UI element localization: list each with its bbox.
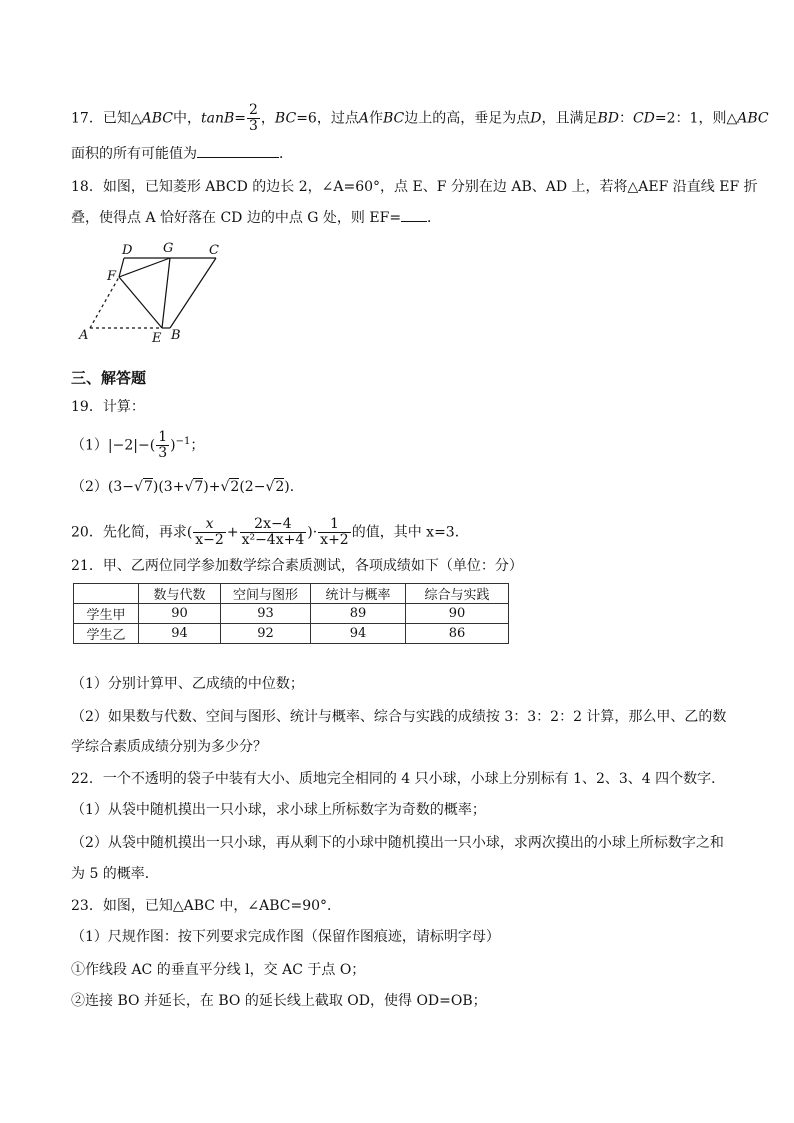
- table-row: [74, 604, 509, 624]
- numerator: 2: [249, 102, 258, 118]
- label-d: D: [122, 243, 133, 258]
- table-row: [74, 624, 509, 644]
- numerator: 1: [318, 517, 351, 533]
- q18-line1: 18．如图，已知菱形 ABCD 的边长 2，∠A=60°，点 E、F 分别在边 AB、AD 上，若将△AEF 沿直线 EF 折: [71, 179, 758, 195]
- q21-sub2-line2: 学综合素质成绩分别为多少分？: [71, 739, 267, 755]
- fraction: [193, 517, 226, 548]
- text: =6，过点: [296, 110, 359, 127]
- table-header-cell: 统计与概率: [311, 584, 406, 604]
- text: )．: [284, 479, 304, 495]
- text: ；: [190, 437, 205, 454]
- radicand: 7: [194, 479, 204, 495]
- rhombus-figure: [76, 238, 226, 348]
- q22-sub1: （1）从袋中随机摸出一只小球，求小球上所标数字为奇数的概率；: [71, 802, 486, 818]
- fraction: [240, 517, 307, 548]
- fraction: [156, 430, 169, 461]
- q17-line1: [71, 103, 769, 134]
- table-cell: 93: [221, 604, 311, 624]
- text: A: [358, 110, 369, 127]
- text: ：: [618, 110, 633, 127]
- denominator: x−2: [195, 532, 224, 548]
- numerator: x: [193, 517, 226, 533]
- text: ．: [279, 146, 293, 162]
- label-b: B: [171, 328, 181, 343]
- segment-fd: [119, 258, 124, 277]
- text: =: [234, 110, 246, 127]
- exponent: −1: [175, 435, 191, 447]
- text: )(3+: [152, 479, 185, 495]
- q22-sub2-line1: （2）从袋中随机摸出一只小球，再从剩下的小球中随机摸出一只小球，求两次摸出的小球上所标数字之和: [71, 835, 724, 851]
- section-title: 三、解答题: [71, 369, 147, 387]
- text: ): [170, 437, 176, 454]
- text: (3−: [107, 479, 135, 495]
- text: 已知△: [102, 110, 142, 127]
- q19-part1: [71, 430, 204, 461]
- q23-step1: ①作线段 AC 的垂直平分线 l，交 AC 于点 O；: [71, 962, 366, 978]
- text: ．: [427, 210, 442, 226]
- label-g: G: [163, 241, 174, 256]
- text: （2）: [71, 479, 108, 495]
- text: 20．先化简，再求(: [71, 524, 193, 541]
- scores-table: [73, 583, 509, 644]
- text: ABC: [737, 110, 769, 127]
- q23-stem: 23．如图，已知△ABC 中，∠ABC=90°．: [71, 898, 342, 914]
- fraction: [318, 517, 351, 548]
- q21-stem: 21．甲、乙两位同学参加数学综合素质测试，各项成绩如下（单位：分）: [71, 558, 523, 574]
- table-header-cell: [74, 584, 139, 604]
- text: CD: [632, 110, 655, 127]
- denominator: x+2: [320, 532, 349, 548]
- q22-sub2-line2: 为 5 的概率．: [71, 866, 159, 882]
- text: （1）: [71, 437, 108, 454]
- table-cell: 学生乙: [74, 624, 139, 644]
- label-a: A: [79, 328, 89, 343]
- q23-sub1: （1）尺规作图：按下列要求完成作图（保留作图痕迹，请标明字母）: [71, 929, 500, 945]
- text: 边上的高，垂足为点: [404, 110, 531, 127]
- question-number: 17．: [71, 110, 103, 127]
- text: 中，: [172, 110, 201, 127]
- segment-af-dashed: [90, 277, 119, 328]
- text: D: [530, 110, 542, 127]
- q20-line: [71, 517, 469, 548]
- numerator: 1: [158, 429, 168, 445]
- text: BD: [597, 110, 619, 127]
- q18-line2: [71, 208, 441, 228]
- table-header-cell: 综合与实践: [406, 584, 509, 604]
- table-cell: 94: [311, 624, 406, 644]
- text: tanB: [200, 110, 235, 127]
- q19-stem: 19．计算：: [71, 399, 145, 415]
- text: (2−: [239, 479, 266, 495]
- text: =2：1，则△: [654, 110, 738, 127]
- answer-blank[interactable]: [197, 145, 279, 158]
- text: 面积的所有可能值为: [71, 146, 197, 162]
- fraction: [247, 103, 260, 134]
- table-cell: 86: [406, 624, 509, 644]
- text: ，: [260, 110, 275, 127]
- denominator: x²−4x+4: [241, 532, 305, 548]
- segment-fe: [119, 277, 162, 328]
- q22-stem: 22．一个不透明的袋子中装有大小、质地完全相同的 4 只小球，小球上分别标有 1、2、3、4 四个数字．: [71, 771, 726, 787]
- table-header-row: [74, 584, 509, 604]
- text: 作: [368, 110, 383, 127]
- q21-sub2-line1: （2）如果数与代数、空间与图形、统计与概率、综合与实践的成绩按 3：3：2：2 计算，那么甲、乙的数: [71, 709, 727, 725]
- q21-sub1: （1）分别计算甲、乙成绩的中位数；: [71, 676, 304, 692]
- text: BC: [274, 110, 297, 127]
- table-cell: 94: [139, 624, 221, 644]
- denominator: 3: [158, 445, 168, 461]
- answer-blank[interactable]: [401, 209, 427, 222]
- text: 的值，其中 x=3．: [351, 524, 469, 541]
- denominator: 3: [249, 118, 258, 134]
- table-cell: 90: [406, 604, 509, 624]
- q17-line2: [71, 144, 293, 164]
- table-cell: 90: [139, 604, 221, 624]
- radicand: 2: [230, 479, 240, 495]
- radicand: 7: [143, 479, 153, 495]
- text: ，且满足: [541, 110, 598, 127]
- radicand: 2: [275, 479, 285, 495]
- text: +: [226, 524, 239, 541]
- segment-ge: [162, 258, 170, 328]
- table-header-cell: 数与代数: [139, 584, 221, 604]
- table-cell: 89: [311, 604, 406, 624]
- text: )+: [203, 479, 221, 495]
- table-cell: 92: [221, 624, 311, 644]
- table-cell: 学生甲: [74, 604, 139, 624]
- text: 叠，使得点 A 恰好落在 CD 边的中点 G 处，则 EF=: [71, 210, 402, 226]
- segment-fg: [119, 258, 170, 277]
- q19-part2: （2）(3−√7)(3+√7)+√2(2−√2)．: [71, 479, 304, 495]
- table-header-cell: 空间与图形: [221, 584, 311, 604]
- segment-cb: [170, 258, 216, 328]
- text: BC: [382, 110, 405, 127]
- label-e: E: [152, 331, 162, 346]
- text: |−2|−(: [107, 437, 156, 454]
- q23-step2: ②连接 BO 并延长，在 BO 的延长线上截取 OD，使得 OD=OB；: [71, 993, 487, 1009]
- label-c: C: [209, 243, 219, 258]
- text: ABC: [141, 110, 173, 127]
- label-f: F: [107, 269, 117, 284]
- numerator: 2x−4: [240, 517, 307, 533]
- text: )·: [307, 524, 318, 541]
